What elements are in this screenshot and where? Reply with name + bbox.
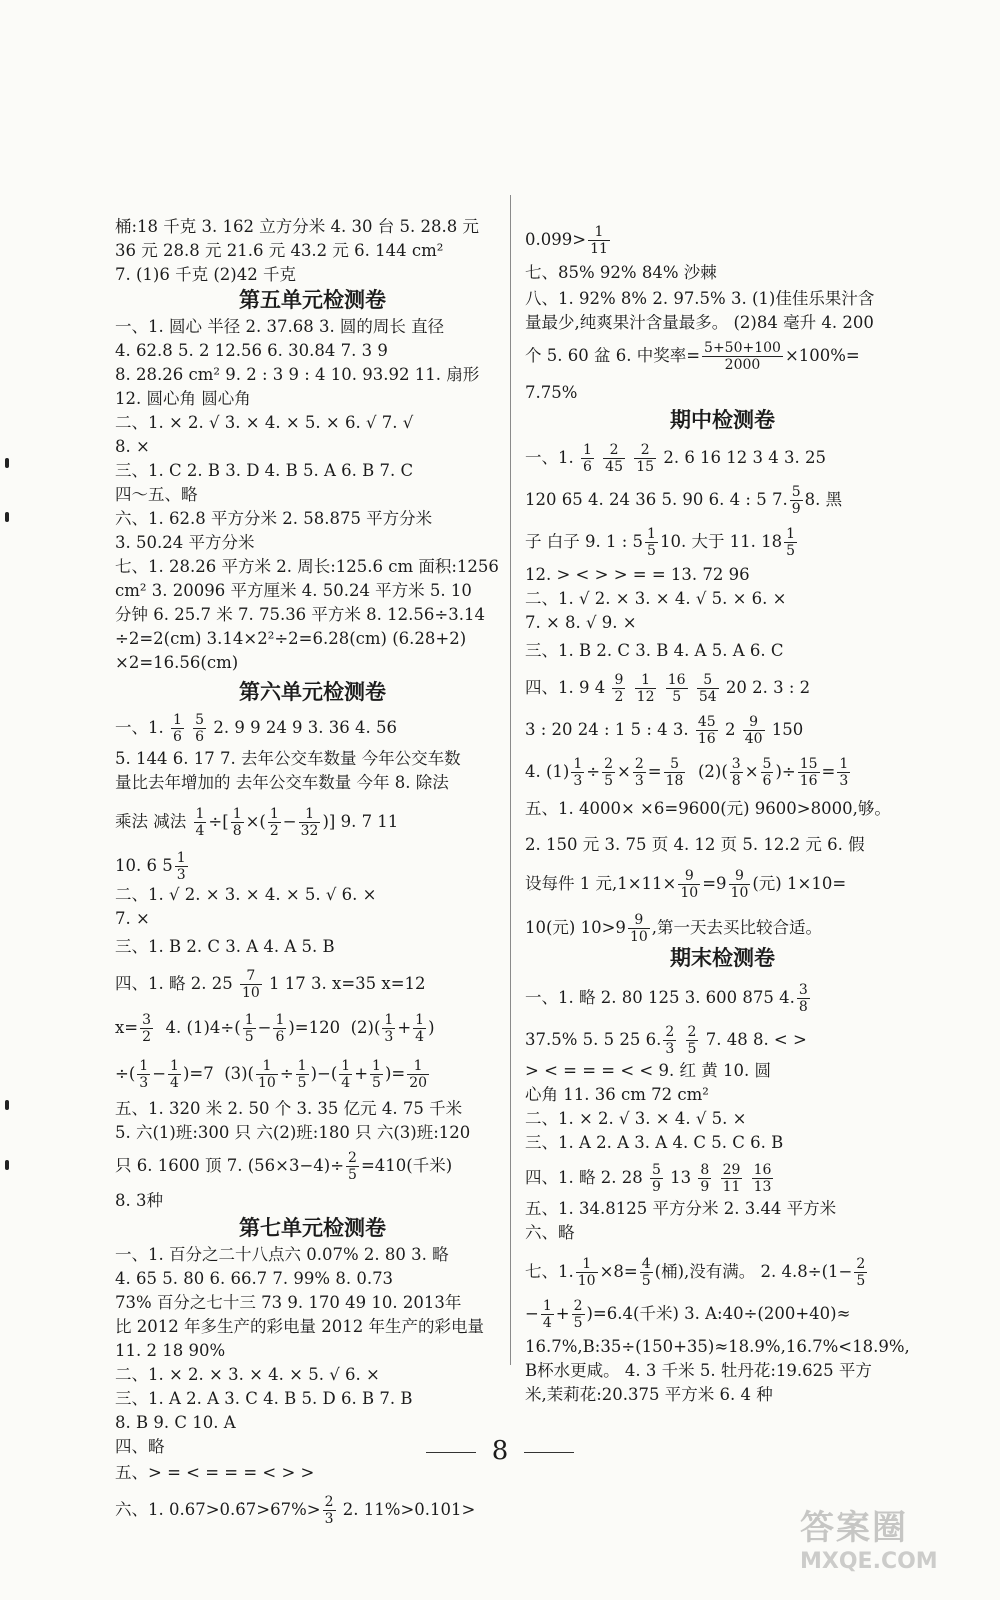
answer-line: 个 5. 60 盆 6. 中奖率= $\frac{5+50+100}{2000}$ ×100%= xyxy=(525,340,860,373)
answer-line: 二、1. √ 2. × 3. × 4. × 5. √ 6. × xyxy=(115,885,377,904)
answer-line: 8. 3种 xyxy=(115,1191,163,1210)
answer-line: 七、1. 28.26 平方米 2. 周长:125.6 cm 面积:1256 xyxy=(115,557,499,576)
answer-line: 只 6. 1600 顶 7. (56×3−4)÷ $\frac{2}{5}$ =410(千米) xyxy=(115,1150,453,1183)
answer-line: 12. 圆心角 圆心角 xyxy=(115,389,251,408)
answer-line: 37.5% 5. 5 25 6. $\frac{2}{3}$ $\frac{2}{5}$ 7. 48 8. < > xyxy=(525,1024,807,1057)
answer-line: 三、1. A 2. A 3. A 4. C 5. C 6. B xyxy=(525,1133,784,1152)
answer-line: 一、1. $\frac{1}{6}$ $\frac{2}{45}$ $\frac{2}{15}$ 2. 6 16 12 3 4 3. 25 xyxy=(525,442,827,475)
answer-line: 分钟 6. 25.7 米 7. 75.36 平方米 8. 12.56÷3.14 xyxy=(115,605,485,624)
answer-line: 七、1. $\frac{1}{10}$ ×8= $\frac{4}{5}$ (桶),没有满。 2. 4.8÷(1− $\frac{2}{5}$ xyxy=(525,1256,866,1289)
answer-line: 四～五、略 xyxy=(115,485,198,504)
answer-line: 比 2012 年多生产的彩电量 2012 年生产的彩电量 xyxy=(115,1317,484,1336)
page-number: 8 xyxy=(0,1436,1000,1466)
answer-line: 二、1. × 2. × 3. × 4. × 5. √ 6. × xyxy=(115,1365,380,1384)
answer-line: 5. 144 6. 17 7. 去年公交车数量 今年公交车数 xyxy=(115,749,461,768)
answer-line: 7. × 8. √ 9. × xyxy=(525,613,637,632)
answer-line: 二、1. × 2. √ 3. × 4. × 5. × 6. √ 7. √ xyxy=(115,413,414,432)
answer-line: 二、1. × 2. √ 3. × 4. √ 5. × xyxy=(525,1109,747,1128)
answer-line: 120 65 4. 24 36 5. 90 6. 4 : 5 7. $\frac{5}{9}$ 8. 黑 xyxy=(525,484,843,517)
answer-line: 米,茉莉花:20.375 平方米 6. 4 种 xyxy=(525,1385,773,1404)
section-heading-midterm: 期中检测卷 xyxy=(670,408,775,432)
answer-line: 8. B 9. C 10. A xyxy=(115,1413,236,1432)
answer-line: 设每件 1 元,1×11× $\frac{9}{10}$ =9 $\frac{9}{10}$ (元) 1×10= xyxy=(525,868,847,901)
answer-line: 10(元) 10>9 $\frac{9}{10}$ ,第一天去买比较合适。 xyxy=(525,912,823,945)
fraction: $\frac{5}{6}$ xyxy=(195,712,205,745)
answer-line: 六、1. 62.8 平方分米 2. 58.875 平方分米 xyxy=(115,509,433,528)
answer-line: 五、1. 34.8125 平方分米 2. 3.44 平方米 xyxy=(525,1199,837,1218)
answer-line: 五、1. 4000× ×6=9600(元) 9600>8000,够。 xyxy=(525,799,891,818)
answer-line: 3. 50.24 平方分米 xyxy=(115,533,255,552)
answer-line: 三、1. A 2. A 3. C 4. B 5. D 6. B 7. B xyxy=(115,1389,413,1408)
answer-line: B杯水更咸。 4. 3 千米 5. 牡丹花:19.625 平方 xyxy=(525,1361,872,1380)
answer-line: 一、1. $\frac{1}{6}$ $\frac{5}{6}$ 2. 9 9 24 9 3. 36 4. 56 xyxy=(115,712,398,745)
answer-line: 八、1. 92% 8% 2. 97.5% 3. (1)佳佳乐果汁含 xyxy=(525,289,875,308)
fraction: $\frac{1}{6}$ xyxy=(173,712,182,745)
answer-line: 11. 2 18 90% xyxy=(115,1341,226,1360)
answer-line: x= $\frac{3}{2}$ 4. (1)4÷( $\frac{1}{5}$ − $\frac{1}{6}$ )=120 (2)( $\frac{1}{3}$ + $\frac{1}{4}$ ) xyxy=(115,1012,435,1045)
answer-line: 10. 6 5 $\frac{1}{3}$ xyxy=(115,850,186,883)
answer-line: 73% 百分之七十三 73 9. 170 49 10. 2013年 xyxy=(115,1293,462,1312)
answer-line: 7. × xyxy=(115,909,150,928)
answer-line: 桶:18 千克 3. 162 立方分米 4. 30 台 5. 28.8 元 xyxy=(115,217,479,236)
answer-line: 六、略 xyxy=(525,1223,575,1242)
section-heading-unit6: 第六单元检测卷 xyxy=(239,680,386,704)
answer-line: 五、> = < = = = < > > xyxy=(115,1463,315,1482)
answer-line: 六、1. 0.67>0.6̇7>67%> $\frac{2}{3}$ 2. 11%>0.101> xyxy=(115,1494,476,1527)
answer-line: 三、1. B 2. C 3. B 4. A 5. A 6. C xyxy=(525,641,784,660)
answer-line: > < = = = < < 9. 红 黄 10. 圆 xyxy=(525,1061,771,1080)
answer-line: 子 白子 9. 1 : 5 $\frac{1}{5}$ 10. 大于 11. 18 $\frac{1}{5}$ xyxy=(525,526,796,559)
answer-line: ÷2=2(cm) 3.14×2²÷2=6.28(cm) (6.28+2) xyxy=(115,629,467,648)
answer-line: 量比去年增加的 去年公交车数量 今年 8. 除法 xyxy=(115,773,449,792)
answer-line: 4. 65 5. 80 6. 66.7 7. 99% 8. 0.73 xyxy=(115,1269,394,1288)
answer-line: 4. 62.8 5. 2 12.56 6. 30.84 7. 3 9 xyxy=(115,341,388,360)
watermark-logo: 答案圈 MXQE.COM xyxy=(800,1508,938,1574)
answer-line: 四、1. 略 2. 25 $\frac{7}{10}$ 1 17 3. x=35 x=12 xyxy=(115,968,426,1001)
answer-line: 8. × xyxy=(115,437,150,456)
answer-line: 三、1. B 2. C 3. A 4. A 5. B xyxy=(115,937,335,956)
answer-line: 一、1. 略 2. 80 125 3. 600 875 4. $\frac{3}{8}$ xyxy=(525,982,808,1015)
answer-line: − $\frac{1}{4}$ + $\frac{2}{5}$ )=6.4(千米) 3. A:40÷(200+40)≈ xyxy=(525,1298,851,1331)
answer-line: 12. > < > > = = 13. 72 96 xyxy=(525,565,750,584)
answer-line: 五、1. 320 米 2. 50 个 3. 35 亿元 4. 75 千米 xyxy=(115,1099,463,1118)
answer-line: 心角 11. 36 cm 72 cm² xyxy=(525,1085,709,1104)
answer-line: 16.7%,B:35÷(150+35)≈18.9%,16.7%<18.9%, xyxy=(525,1337,910,1356)
answer-line: 3 : 20 24 : 1 5 : 4 3. $\frac{45}{16}$ 2 $\frac{9}{40}$ 150 xyxy=(525,714,804,747)
answer-line: ÷( $\frac{1}{3}$ − $\frac{1}{4}$ )=7 (3)( $\frac{1}{10}$ ÷ $\frac{1}{5}$ )−( $\frac{1}{4}$ + $\frac{1}{5}$ )= $\frac{1}{20}$ xyxy=(115,1058,428,1091)
answer-line: 0.099> $\frac{1}{11}$ xyxy=(525,224,608,257)
answer-line: ×2=16.56(cm) xyxy=(115,653,239,672)
answer-line: 7. (1)6 千克 (2)42 千克 xyxy=(115,265,296,284)
answer-line: 四、1. 9 4 $\frac{9}{2}$ $\frac{1}{12}$ $\frac{16}{5}$ $\frac{5}{54}$ 20 2. 3 : 2 xyxy=(525,672,811,705)
answer-line: 七、85% 92% 84% 沙棘 xyxy=(525,263,717,282)
section-heading-final: 期末检测卷 xyxy=(670,946,775,970)
answer-line: 5. 六(1)班:300 只 六(2)班:180 只 六(3)班:120 xyxy=(115,1123,471,1142)
column-divider xyxy=(510,195,511,1365)
answer-line: cm² 3. 20096 平方厘米 4. 50.24 平方米 5. 10 xyxy=(115,581,472,600)
answer-line: 一、1. 圆心 半径 2. 37.68 3. 圆的周长 直径 xyxy=(115,317,445,336)
answer-line: 2. 150 元 3. 75 页 4. 12 页 5. 12.2 元 6. 假 xyxy=(525,835,865,854)
section-heading-unit7: 第七单元检测卷 xyxy=(239,1216,386,1240)
answer-line: 二、1. √ 2. × 3. × 4. √ 5. × 6. × xyxy=(525,589,787,608)
answer-line: 8. 28.26 cm² 9. 2 : 3 9 : 4 10. 93.92 11. 扇形 xyxy=(115,365,480,384)
answer-line: 4. (1) $\frac{1}{3}$ ÷ $\frac{2}{5}$ × $\frac{2}{3}$ = $\frac{5}{18}$ (2)( $\frac{3}{8}$ × $\frac{5}{6}$ )÷ $\frac{15}{16}$ = $\frac{1}{3}$ xyxy=(525,756,849,789)
section-heading-unit5: 第五单元检测卷 xyxy=(239,288,386,312)
answer-line: 7.75% xyxy=(525,383,578,402)
answer-line: 四、1. 略 2. 28 $\frac{5}{9}$ 13 $\frac{8}{9}$ $\frac{29}{11}$ $\frac{16}{13}$ xyxy=(525,1162,772,1195)
answer-line: 乘法 减法 $\frac{1}{4}$ ÷[ $\frac{1}{8}$ ×( $\frac{1}{2}$ − $\frac{1}{32}$ )] 9. 7 11 xyxy=(115,806,399,839)
answer-line: 四、略 xyxy=(115,1437,165,1456)
answer-line: 36 元 28.8 元 21.6 元 43.2 元 6. 144 cm² xyxy=(115,241,444,260)
answer-line: 三、1. C 2. B 3. D 4. B 5. A 6. B 7. C xyxy=(115,461,414,480)
answer-line: 量最少,纯爽果汁含量最多。 (2)84 毫升 4. 200 xyxy=(525,313,874,332)
answer-line: 一、1. 百分之二十八点六 0.07% 2. 80 3. 略 xyxy=(115,1245,449,1264)
